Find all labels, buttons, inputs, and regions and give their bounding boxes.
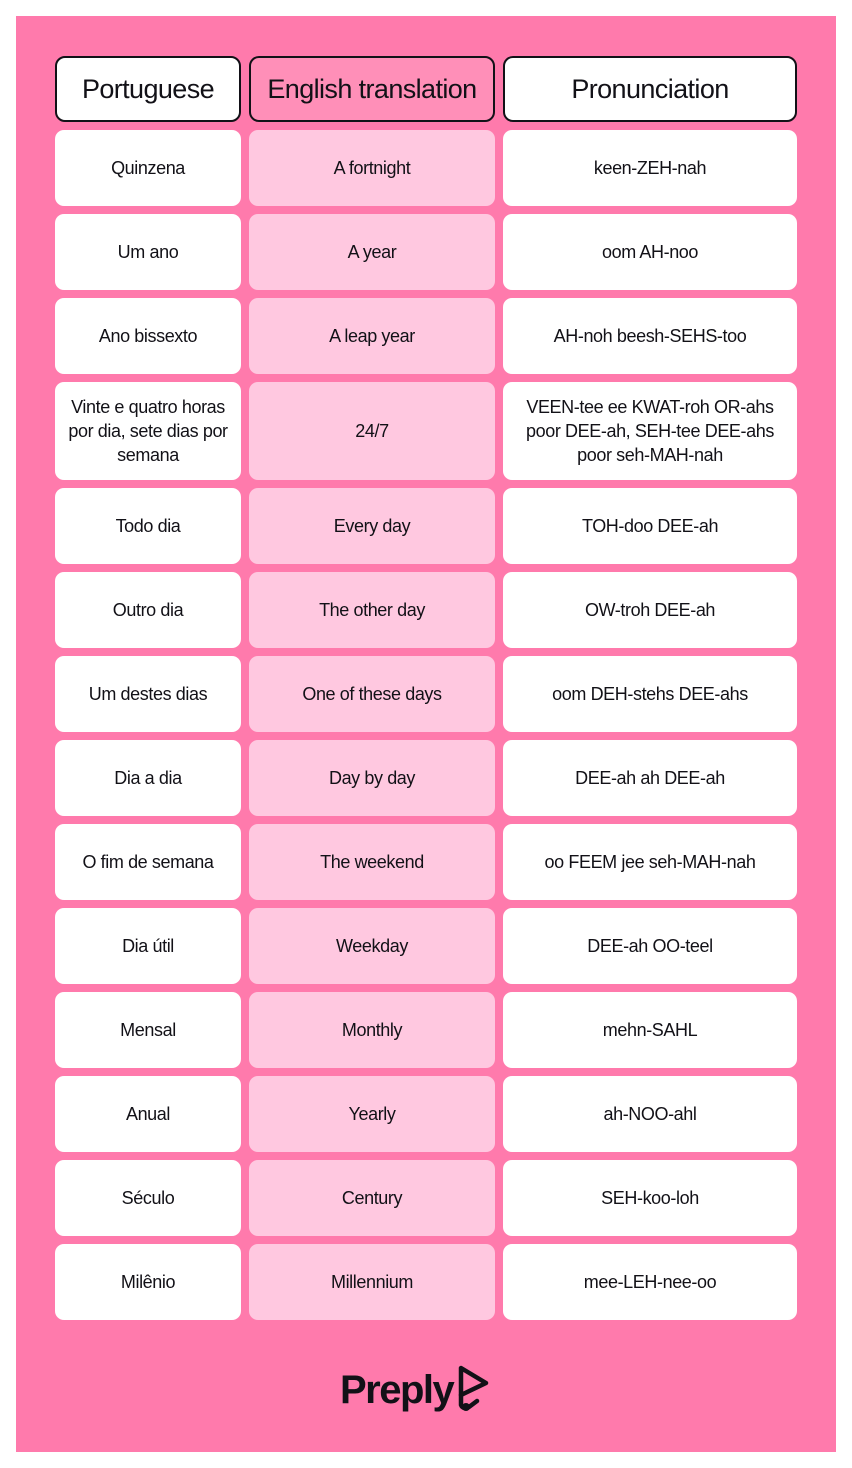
- cell-english: A leap year: [249, 298, 495, 374]
- cell-english: Century: [249, 1160, 495, 1236]
- header-pronunciation: Pronunciation: [503, 56, 797, 122]
- cell-english: Yearly: [249, 1076, 495, 1152]
- cell-english: The weekend: [249, 824, 495, 900]
- preply-logo-icon: [457, 1365, 491, 1418]
- cell-portuguese: Um destes dias: [55, 656, 241, 732]
- cell-portuguese: Um ano: [55, 214, 241, 290]
- header-english-translation: English translation: [249, 56, 495, 122]
- cell-pronunciation: SEH-koo-loh: [503, 1160, 797, 1236]
- cell-pronunciation: TOH-doo DEE-ah: [503, 488, 797, 564]
- cell-pronunciation: oo FEEM jee seh-MAH-nah: [503, 824, 797, 900]
- vocabulary-table: [55, 56, 797, 1320]
- cell-pronunciation: DEE-ah ah DEE-ah: [503, 740, 797, 816]
- cell-pronunciation: oom AH-noo: [503, 214, 797, 290]
- cell-portuguese: Ano bissexto: [55, 298, 241, 374]
- cell-pronunciation: OW-troh DEE-ah: [503, 572, 797, 648]
- cell-pronunciation: mehn-SAHL: [503, 992, 797, 1068]
- cell-portuguese: Mensal: [55, 992, 241, 1068]
- brand-name: Preply: [340, 1367, 454, 1412]
- cell-portuguese: Vinte e quatro horas por dia, sete dias por semana: [55, 382, 241, 480]
- cell-pronunciation: ah-NOO-ahl: [503, 1076, 797, 1152]
- header-portuguese: Portuguese: [55, 56, 241, 122]
- cell-pronunciation: keen-ZEH-nah: [503, 130, 797, 206]
- cell-english: A year: [249, 214, 495, 290]
- cell-english: Weekday: [249, 908, 495, 984]
- cell-portuguese: Dia útil: [55, 908, 241, 984]
- cell-portuguese: Anual: [55, 1076, 241, 1152]
- cell-portuguese: O fim de semana: [55, 824, 241, 900]
- preply-logo: [340, 1362, 491, 1418]
- vocabulary-card: [16, 16, 836, 1452]
- cell-english: Monthly: [249, 992, 495, 1068]
- cell-portuguese: Milênio: [55, 1244, 241, 1320]
- cell-english: Every day: [249, 488, 495, 564]
- cell-pronunciation: mee-LEH-nee-oo: [503, 1244, 797, 1320]
- cell-english: A fortnight: [249, 130, 495, 206]
- cell-portuguese: Todo dia: [55, 488, 241, 564]
- cell-pronunciation: oom DEH-stehs DEE-ahs: [503, 656, 797, 732]
- cell-english: The other day: [249, 572, 495, 648]
- cell-pronunciation: VEEN-tee ee KWAT-roh OR-ahs poor DEE-ah, SEH-tee DEE-ahs poor seh-MAH-nah: [503, 382, 797, 480]
- cell-portuguese: Século: [55, 1160, 241, 1236]
- cell-english: Day by day: [249, 740, 495, 816]
- cell-portuguese: Dia a dia: [55, 740, 241, 816]
- cell-english: 24/7: [249, 382, 495, 480]
- cell-pronunciation: AH-noh beesh-SEHS-too: [503, 298, 797, 374]
- cell-english: One of these days: [249, 656, 495, 732]
- cell-english: Millennium: [249, 1244, 495, 1320]
- cell-portuguese: Outro dia: [55, 572, 241, 648]
- cell-pronunciation: DEE-ah OO-teel: [503, 908, 797, 984]
- cell-portuguese: Quinzena: [55, 130, 241, 206]
